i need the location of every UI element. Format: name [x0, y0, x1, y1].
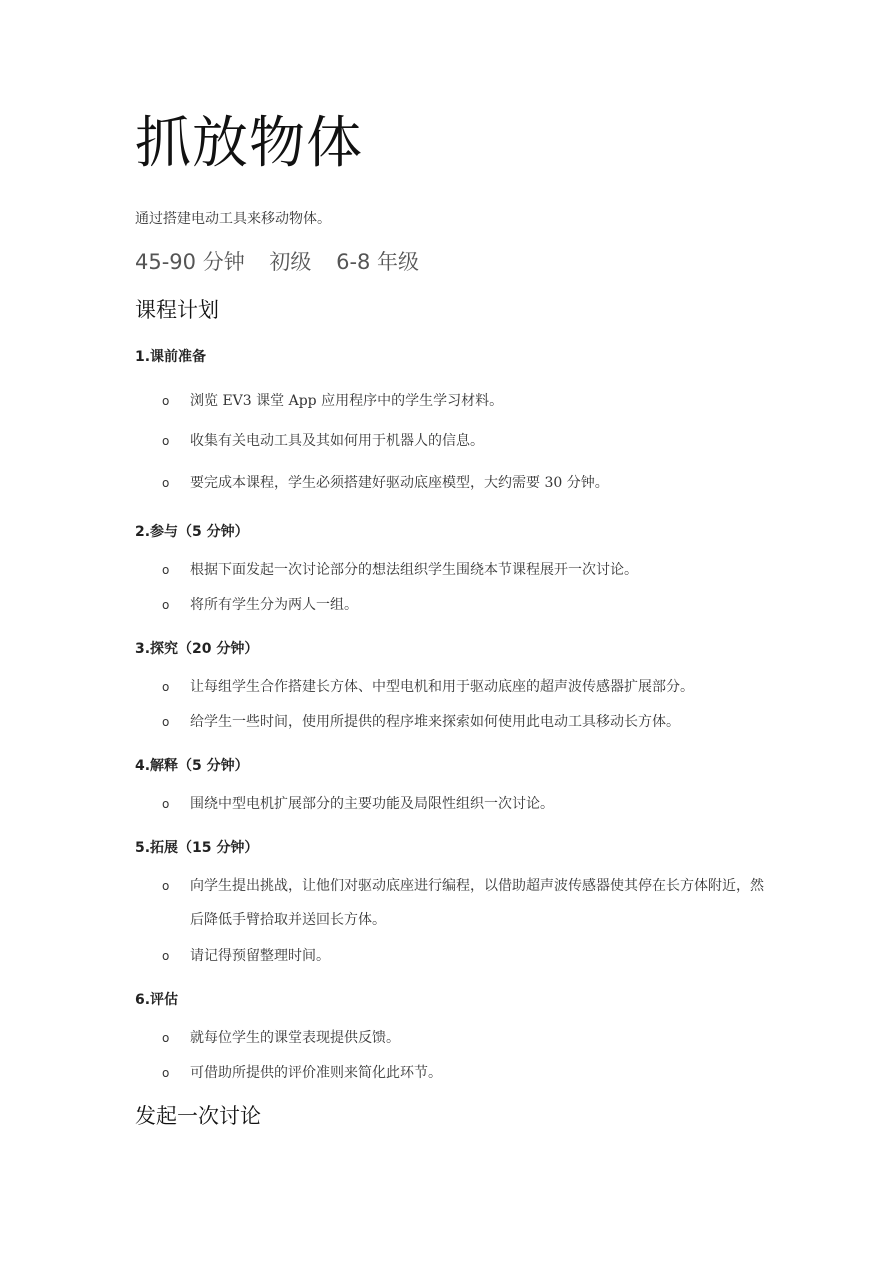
section-heading: 3.探究（20 分钟）: [135, 641, 259, 657]
section-heading: 4.解释（5 分钟）: [135, 758, 249, 774]
list-item: [162, 670, 770, 704]
list-item-text: 向学生提出挑战，让他们对驱动底座进行编程，以借助超声波传感器使其停在长方体附近，然后降低手臂拾取并送回长方体。: [190, 878, 764, 928]
section-heading: 1.课前准备: [135, 349, 207, 365]
document-title: 抓放物体: [135, 111, 363, 176]
list-item: [162, 869, 770, 937]
bullet-icon: o: [162, 949, 170, 963]
list-item: [162, 424, 770, 458]
duration-text: 45-90 分钟: [135, 250, 245, 274]
list-item: [162, 787, 770, 821]
list-item-text: 给学生一些时间，使用所提供的程序堆来探索如何使用此电动工具移动长方体。: [190, 714, 680, 730]
bullet-icon: o: [162, 563, 170, 577]
list-item-text: 根据下面发起一次讨论部分的想法组织学生围绕本节课程展开一次讨论。: [190, 562, 638, 578]
list-item: [162, 705, 770, 739]
list-item-text: 就每位学生的课堂表现提供反馈。: [190, 1030, 400, 1046]
list-item-text: 让每组学生合作搭建长方体、中型电机和用于驱动底座的超声波传感器扩展部分。: [190, 679, 694, 695]
list-item-text: 浏览 EV3 课堂 App 应用程序中的学生学习材料。: [190, 393, 504, 409]
list-item: [162, 939, 770, 973]
list-item-text: 围绕中型电机扩展部分的主要功能及局限性组织一次讨论。: [190, 796, 554, 812]
bullet-icon: o: [162, 1066, 170, 1080]
bullet-icon: o: [162, 680, 170, 694]
list-item: [162, 466, 770, 500]
list-item-text: 可借助所提供的评价准则来简化此环节。: [190, 1065, 442, 1081]
level-text: 初级: [269, 250, 312, 274]
bullet-icon: o: [162, 797, 170, 811]
plan-heading: 课程计划: [135, 298, 219, 322]
bullet-icon: o: [162, 394, 170, 408]
discussion-heading: 发起一次讨论: [135, 1104, 261, 1128]
list-item-text: 请记得预留整理时间。: [190, 948, 330, 964]
bullet-icon: o: [162, 476, 170, 490]
bullet-icon: o: [162, 598, 170, 612]
bullet-icon: o: [162, 434, 170, 448]
bullet-icon: o: [162, 879, 170, 893]
grade-text: 6-8 年级: [336, 250, 420, 274]
section-heading: 6.评估: [135, 992, 179, 1008]
section-heading: 5.拓展（15 分钟）: [135, 840, 259, 856]
list-item-text: 要完成本课程，学生必须搭建好驱动底座模型，大约需要 30 分钟。: [190, 475, 609, 491]
list-item: [162, 553, 770, 587]
list-item-text: 将所有学生分为两人一组。: [190, 597, 358, 613]
bullet-icon: o: [162, 715, 170, 729]
list-item: [162, 588, 770, 622]
list-item: [162, 1021, 770, 1055]
list-item: [162, 384, 770, 418]
lesson-meta: [135, 246, 437, 276]
bullet-icon: o: [162, 1031, 170, 1045]
section-heading: 2.参与（5 分钟）: [135, 524, 249, 540]
list-item-text: 收集有关电动工具及其如何用于机器人的信息。: [190, 433, 484, 449]
list-item: [162, 1056, 770, 1090]
document-subtitle: 通过搭建电动工具来移动物体。: [135, 211, 331, 227]
